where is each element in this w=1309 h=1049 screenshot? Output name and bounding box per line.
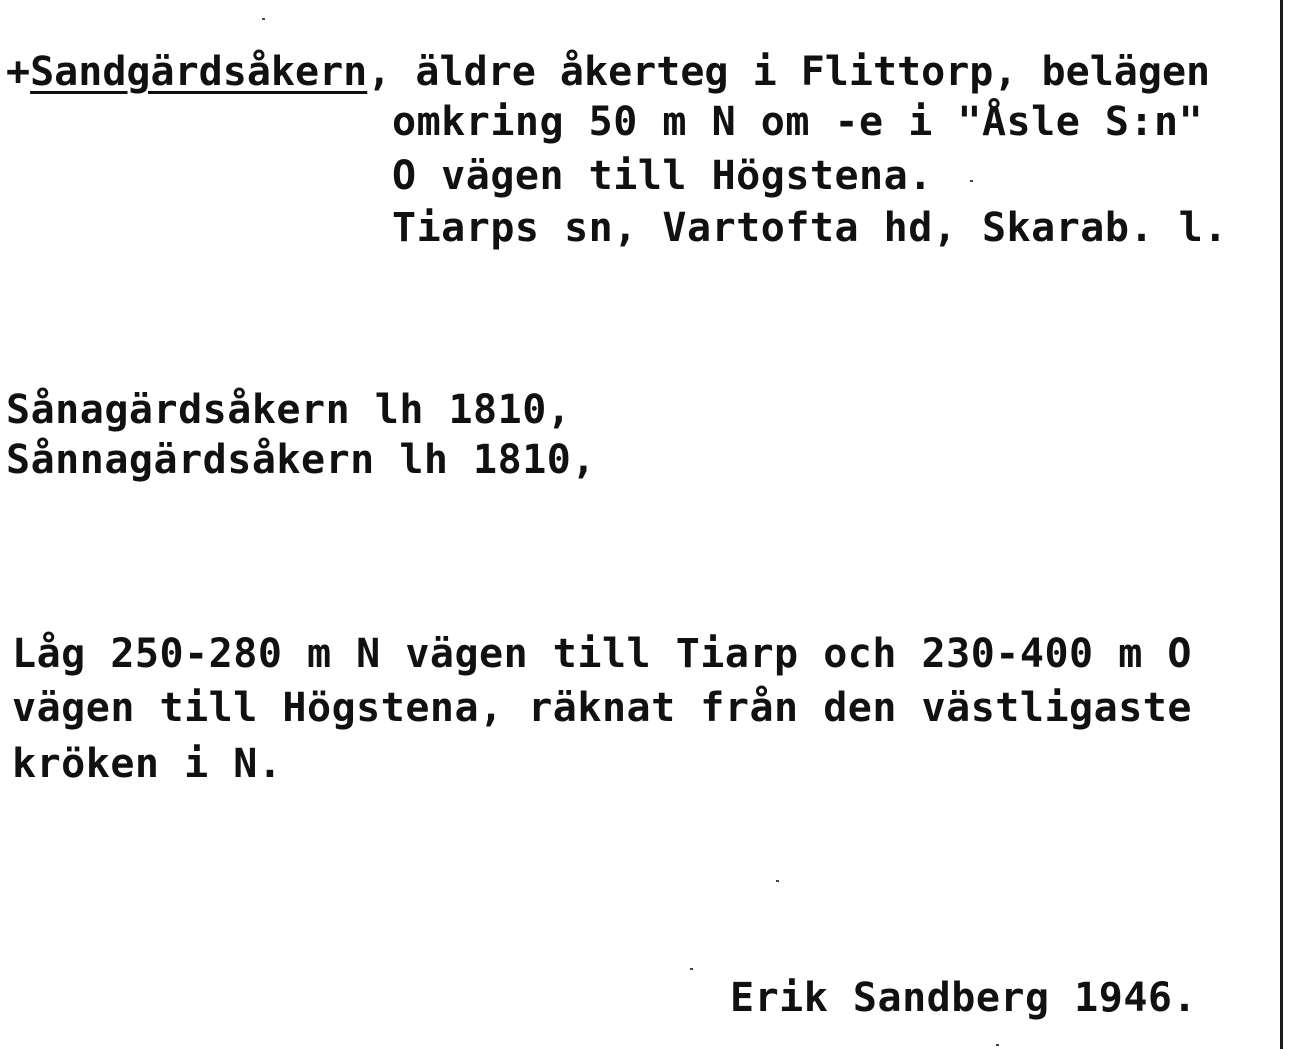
signature: Erik Sandberg 1946. [730,975,1198,1021]
historical-form: Sånagärdsåkern lh 1810, [6,387,572,433]
definition-line: Tiarps sn, Vartofta hd, Skarab. l. [392,205,1228,251]
location-line: vägen till Högstena, räknat från den västligaste [12,685,1192,731]
scan-speck [776,880,779,882]
scan-speck [996,1044,999,1046]
historical-form: Sånnagärdsåkern lh 1810, [6,437,596,483]
entry-marker: + [6,49,31,95]
scan-speck [690,968,693,970]
definition-line: O vägen till Högstena. [392,153,933,199]
card-edge [1280,0,1283,1049]
location-line: Låg 250-280 m N vägen till Tiarp och 230-400 m O [12,631,1192,677]
scan-speck [262,18,265,20]
definition-line: omkring 50 m N om -e i "Åsle S:n" [392,99,1204,145]
headword: Sandgärdsåkern [30,49,368,95]
headword-line [6,48,1210,96]
definition-first-line: , äldre åkerteg i Flittorp, belägen [367,49,1211,95]
scan-speck [970,180,973,182]
location-line: kröken i N. [12,741,283,787]
